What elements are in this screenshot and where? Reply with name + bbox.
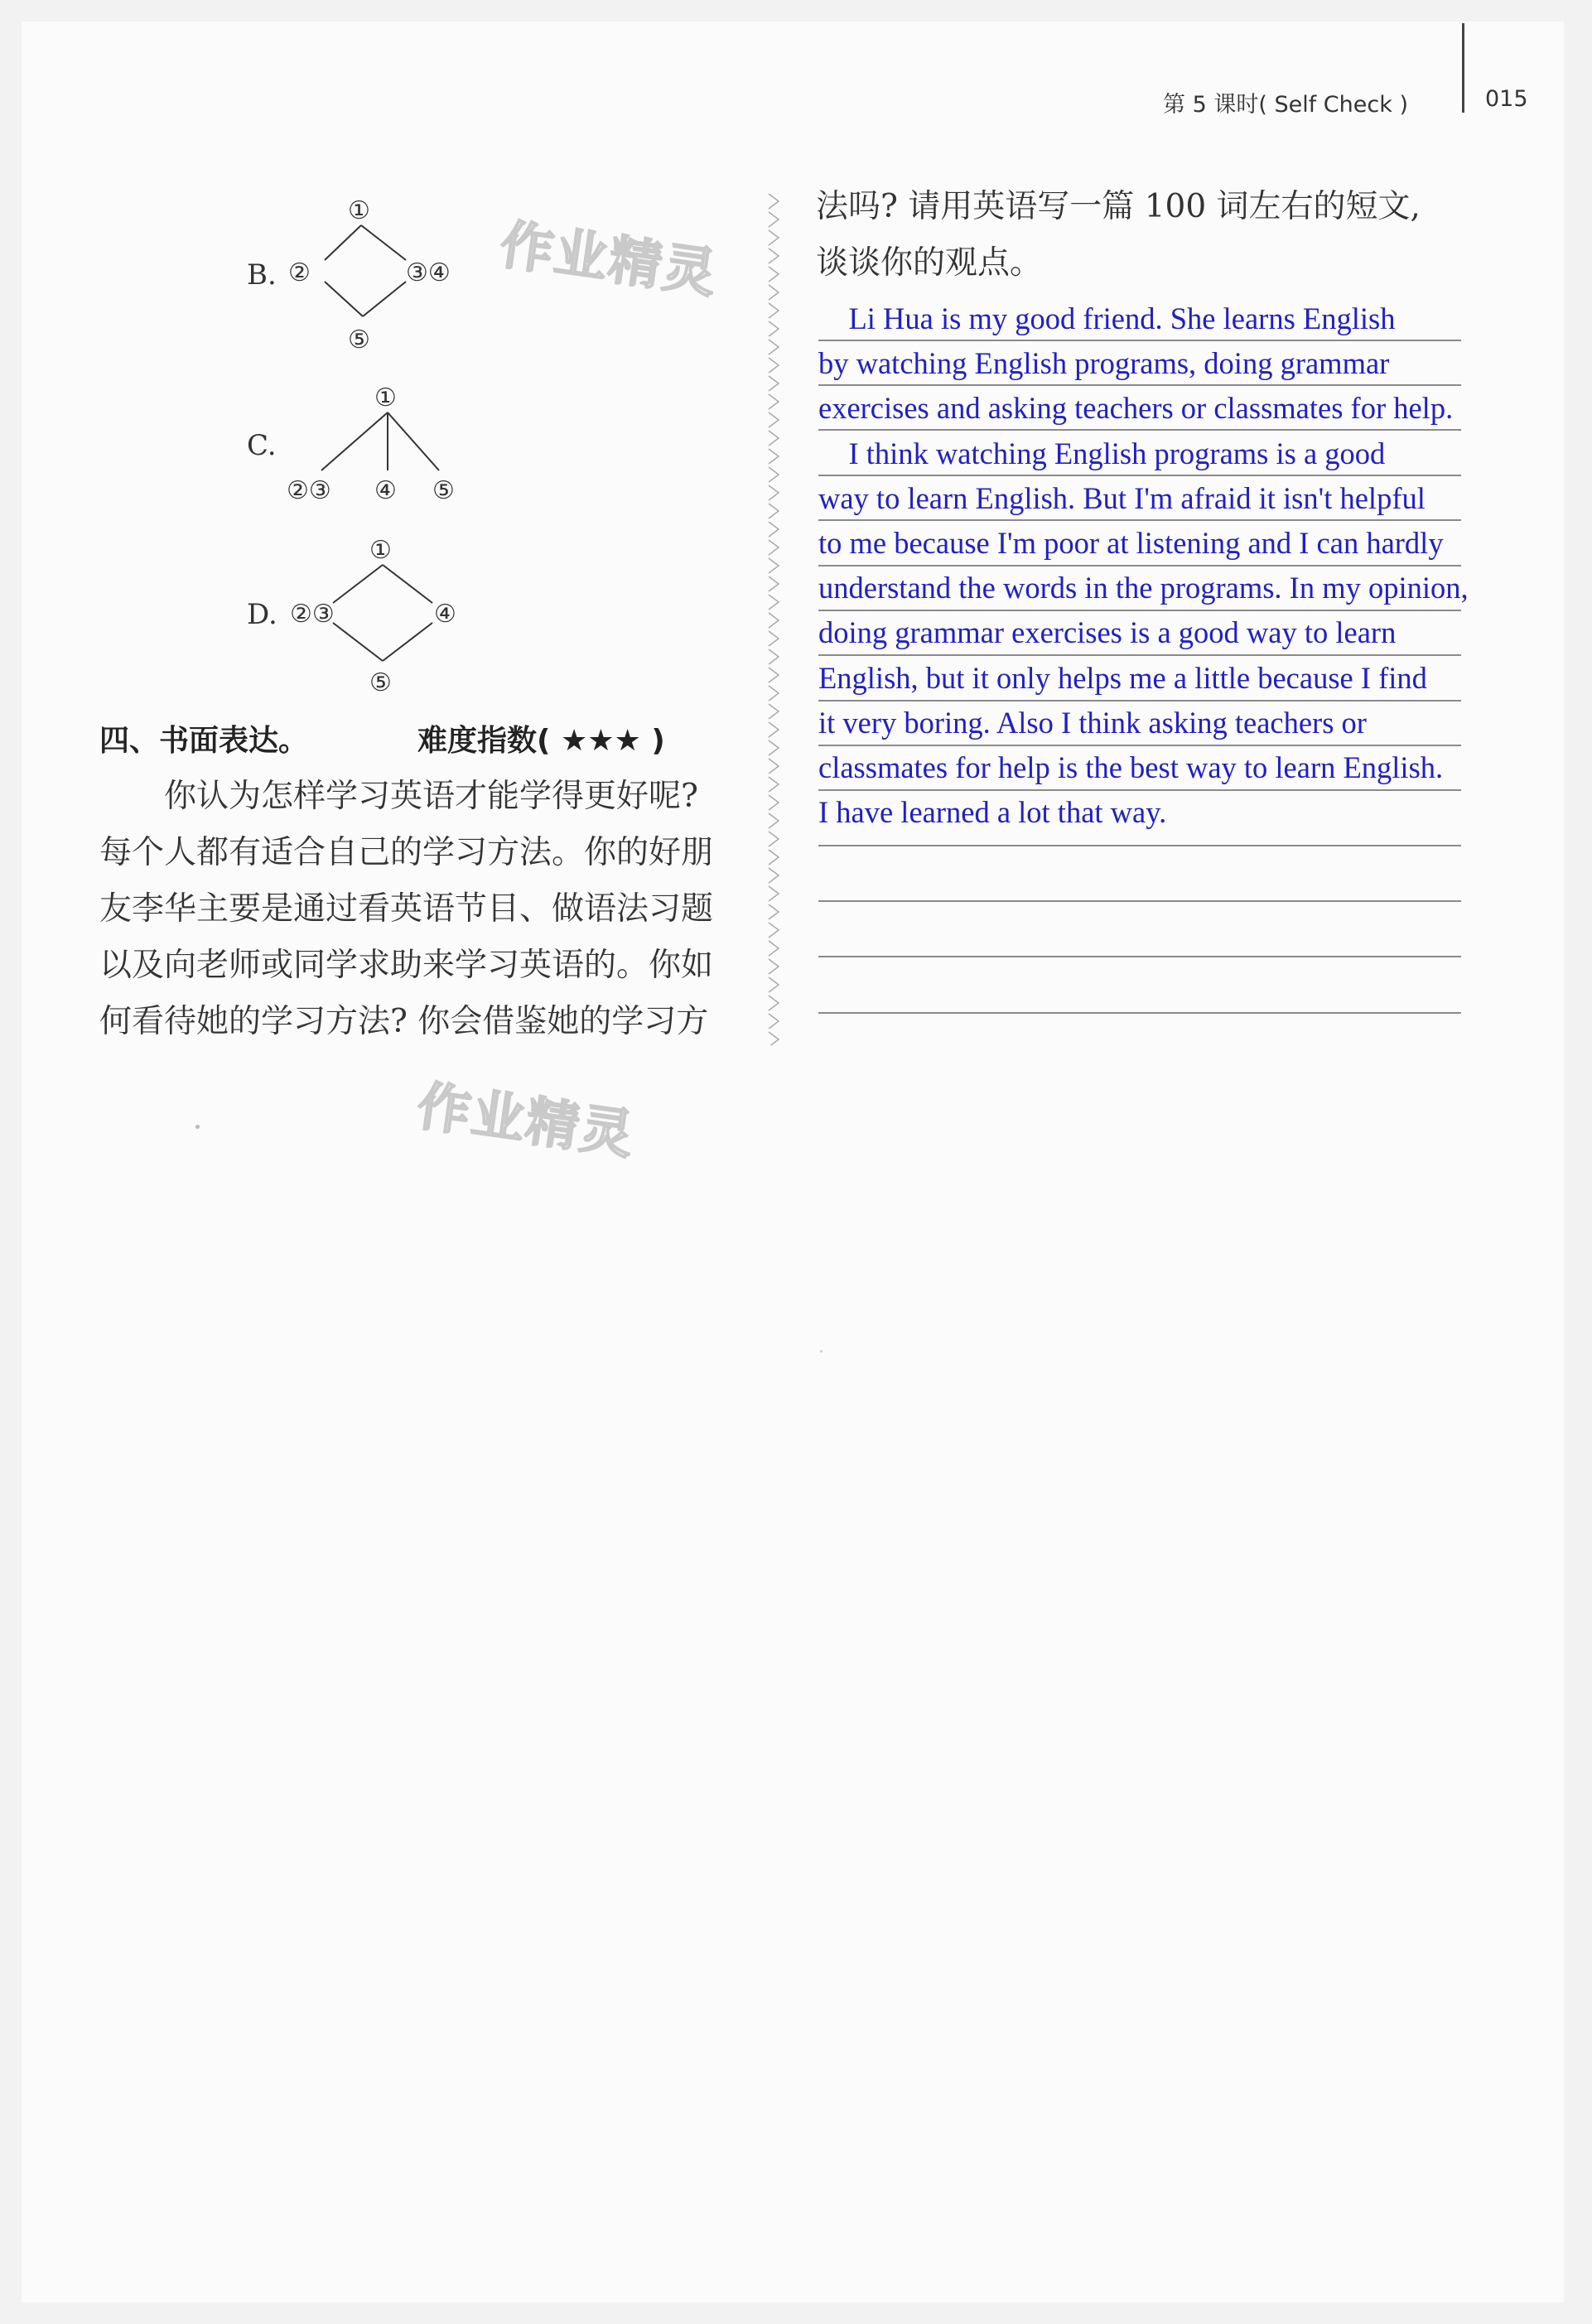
node-2: ② (288, 258, 311, 287)
answer-line: classmates for help is the best way to learn English. (818, 750, 1444, 784)
prompt-left-column (99, 769, 762, 1050)
option-b-label: B. (247, 258, 277, 292)
node-5: ⑤ (369, 668, 392, 697)
option-c-diagram (282, 379, 480, 515)
node-4: ④ (434, 600, 456, 629)
prompt-line: 以及向老师或同学求助来学习英语的。你如 (99, 947, 714, 984)
section-title: 四、书面表达。 (99, 724, 309, 758)
option-b-diagram (282, 192, 480, 369)
lesson-header: 第 5 课时( Self Check ) (1163, 92, 1408, 118)
column-divider (765, 192, 784, 1045)
page-number: 015 (1485, 86, 1528, 112)
prompt-line: 法吗? 请用英语写一篇 100 词左右的短文, (816, 188, 1421, 225)
node-4: ④ (374, 476, 397, 505)
node-1: ① (369, 536, 392, 565)
node-5: ⑤ (432, 476, 455, 505)
answer-line: to me because I'm poor at listening and I can hardly (818, 525, 1444, 560)
option-d-label: D. (247, 598, 277, 631)
watermark-bottom: 作业精灵 (413, 1075, 639, 1167)
answer-line: I think watching English programs is a good (818, 436, 1386, 470)
node-1: ① (348, 196, 370, 225)
prompt-right-column (816, 179, 1421, 292)
node-5: ⑤ (348, 325, 370, 354)
answer-line: doing grammar exercises is a good way to learn (818, 615, 1397, 650)
node-1: ① (374, 383, 397, 412)
answer-line: way to learn English. But I'm afraid it isn't helpful (818, 480, 1426, 515)
prompt-line: 友李华主要是通过看英语节目、做语法习题 (99, 890, 714, 928)
option-c-label: C. (247, 429, 277, 462)
node-2-3: ②③ (290, 600, 335, 629)
prompt-line: 每个人都有适合自己的学习方法。你的好朋 (99, 834, 714, 871)
answer-rule (818, 845, 1461, 846)
option-d-diagram (282, 530, 480, 707)
answer-line: by watching English programs, doing grammar (818, 346, 1390, 381)
answer-line: English, but it only helps me a little because I find (818, 660, 1427, 695)
answer-rule (818, 900, 1461, 902)
prompt-line: 何看待她的学习方法? 你会借鉴她的学习方 (99, 1003, 709, 1040)
prompt-line: 谈谈你的观点。 (816, 244, 1043, 282)
speck (195, 1125, 200, 1129)
prompt-line: 你认为怎样学习英语才能学得更好呢? (99, 778, 698, 815)
speck (820, 1350, 823, 1352)
node-3-4: ③④ (406, 258, 451, 287)
watermark-top: 作业精灵 (496, 214, 722, 306)
answer-line: Li Hua is my good friend. She learns English (818, 301, 1396, 335)
answer-rule (818, 956, 1461, 957)
answer-line: it very boring. Also I think asking teachers or (818, 705, 1367, 740)
node-2-3: ②③ (287, 476, 331, 505)
answer-line: I have learned a lot that way. (818, 795, 1167, 830)
answer-rule (818, 1012, 1461, 1014)
answer-line: understand the words in the programs. In my opinion, (818, 571, 1469, 605)
header-divider (1462, 23, 1464, 113)
answer-line: exercises and asking teachers or classmates for help. (818, 391, 1454, 426)
difficulty-rating: 难度指数( ★★★ ) (417, 724, 665, 758)
answer-essay (818, 297, 1580, 835)
